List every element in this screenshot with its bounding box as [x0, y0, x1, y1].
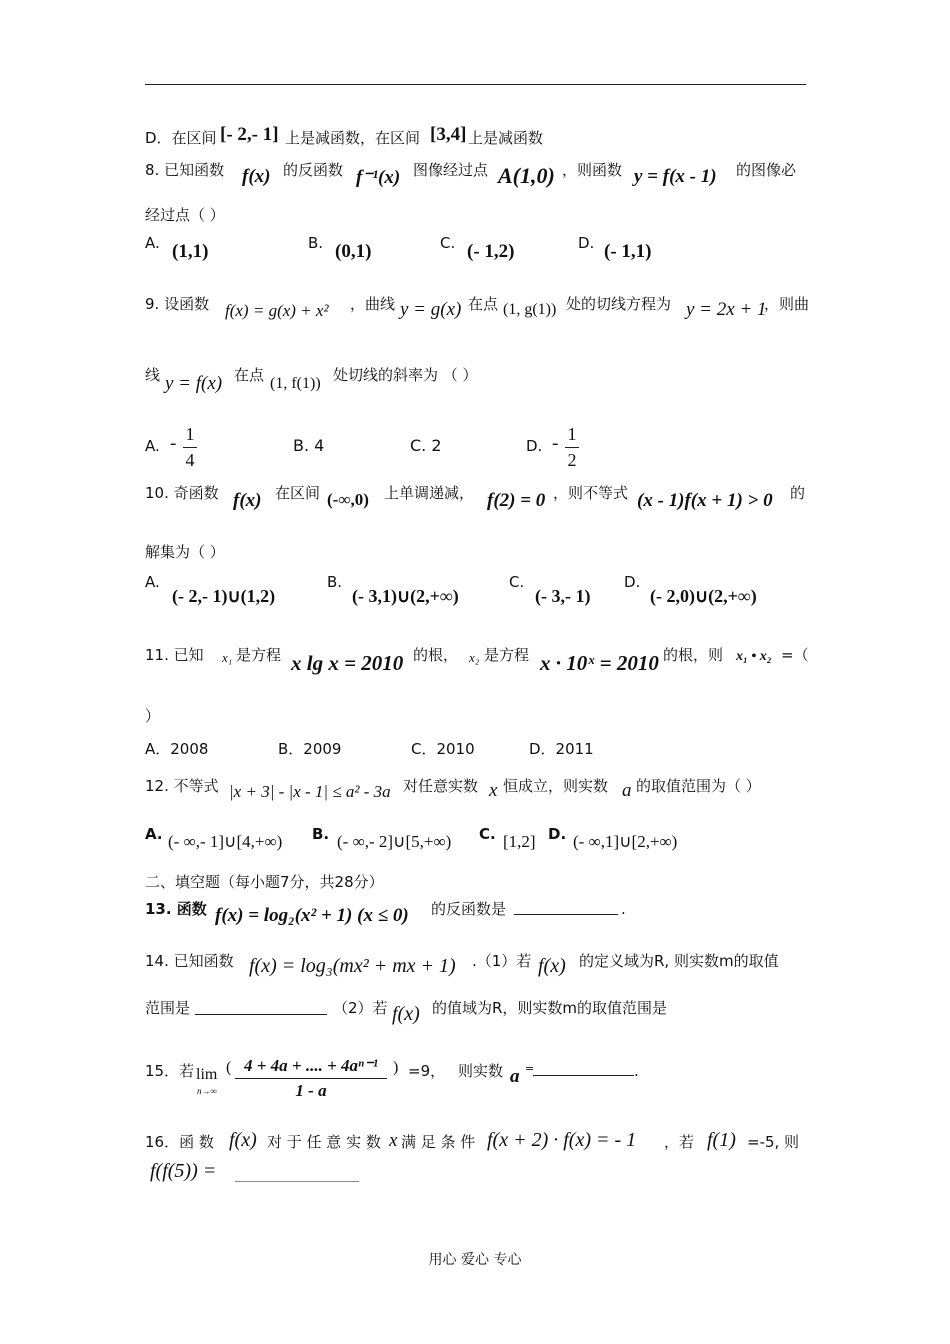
q11-x2: x₂: [469, 650, 480, 665]
q12-opt-a: (- ∞,- 1]∪[4,+∞): [168, 832, 283, 851]
q10-opt-c: (- 3,- 1): [535, 586, 591, 606]
q14-function: f(x) = log₃(mx² + mx + 1): [249, 955, 456, 977]
q11-text4: 是方程: [484, 646, 530, 664]
q9-text3: 在点: [468, 295, 499, 313]
q14-fx2: f(x): [392, 1003, 420, 1025]
q11-x1: x₁: [222, 650, 233, 665]
q12-text4: 的取值范围为（ ）: [636, 777, 761, 795]
q9-line2: 线: [145, 366, 161, 384]
q8-text: 8. 已知函数: [145, 161, 225, 179]
q7-d-text: 上是减函数，在区间: [285, 129, 421, 147]
q10-text2: 在区间: [275, 484, 321, 502]
q15-lim: lim: [196, 1066, 218, 1083]
q10-opt-d-key: D.: [624, 573, 641, 591]
q15-open-paren: (: [226, 1059, 232, 1076]
q9-curve2: y = f(x): [165, 373, 223, 394]
q14-text2: .（1）若: [472, 952, 532, 970]
q16-condition: f(x + 2) · f(x) = - 1: [487, 1129, 637, 1151]
q15-text2: 则实数: [458, 1062, 504, 1080]
q11-opt-d: D．2011: [529, 740, 594, 758]
q11-equation1: x lg x = 2010: [291, 651, 404, 675]
q10-opt-d: (- 2,0)∪(2,+∞): [650, 586, 757, 606]
q11-line2: ）: [145, 707, 161, 725]
q9-opt-a-den: 4: [185, 450, 195, 470]
q9-opt-b: B. 4: [293, 436, 325, 455]
q11-opt-a: A．2008: [145, 740, 209, 758]
q15-fraction: [235, 1056, 387, 1101]
q16-text3: 满 足 条 件: [401, 1133, 476, 1151]
q14-answer-blank-1[interactable]: [195, 1014, 327, 1015]
q7-d-interval2: [3,4]: [430, 124, 467, 145]
q11-text3: 的根，: [413, 646, 459, 664]
q9-opt-c: C. 2: [410, 436, 442, 455]
q9-text: 9. 设函数: [145, 295, 210, 313]
q13-text: 13. 函数: [145, 900, 207, 918]
q8-line2: 经过点（ ）: [145, 206, 225, 224]
q14-fx1: f(x): [538, 955, 566, 977]
q14-text3: 的定义域为R, 则实数m的取值: [579, 952, 779, 970]
q12-text3: 恒成立，则实数: [503, 777, 609, 795]
q13-end: .: [621, 900, 626, 918]
q10-opt-a: (- 2,- 1)∪(1,2): [172, 586, 276, 606]
q8-text2: 的反函数: [283, 161, 344, 179]
q12-opt-c-key: C.: [479, 825, 496, 843]
q11-opt-c: C．2010: [411, 740, 475, 758]
q8-opt-a: (1,1): [172, 241, 209, 262]
q8-point: A(1,0): [498, 163, 555, 188]
q15-denominator: 1 - a: [295, 1081, 327, 1100]
q11-text6: =（: [781, 646, 809, 664]
q7-d-text2: 上是减函数: [468, 129, 544, 147]
q9-opt-d-num: 1: [567, 424, 577, 444]
q11-text5: 的根，则: [663, 646, 724, 664]
q9-opt-d-key: D.: [526, 437, 543, 455]
q9-line2b: 在点: [234, 366, 265, 384]
q8-opt-c: (- 1,2): [467, 241, 515, 262]
q8-opt-d: (- 1,1): [604, 241, 652, 262]
q14-text: 14. 已知函数: [145, 952, 234, 970]
q16-fx: f(x): [229, 1129, 257, 1151]
q15-text: 15．若: [145, 1062, 195, 1080]
q14-line2: 范围是: [145, 999, 191, 1017]
header-rule: [145, 84, 806, 85]
q16-line2: f(f(5)) =: [150, 1160, 217, 1182]
q7-d-interval1: [- 2,- 1]: [220, 124, 279, 145]
q14-line2c: 的值域为R，则实数m的取值范围是: [432, 999, 668, 1017]
q16-f1: f(1): [707, 1129, 736, 1151]
q10-text4: ，则不等式: [553, 484, 629, 502]
q9-point: (1, g(1)): [503, 301, 557, 318]
q8-text3: 图像经过点: [413, 161, 489, 179]
q8-text4: ，则函数: [562, 161, 623, 179]
q9-text5: ，则曲: [764, 295, 810, 313]
q8-finv: f⁻¹(x): [356, 167, 401, 188]
q9-opt-a-sign: -: [170, 433, 177, 454]
q8-opt-b-key: B.: [308, 234, 324, 252]
q16-text: 16．函 数: [145, 1133, 214, 1151]
q12-opt-b: (- ∞,- 2]∪[5,+∞): [337, 832, 452, 851]
q15-end: .: [634, 1062, 639, 1080]
q12-opt-b-key: B.: [312, 825, 330, 843]
q16-x: x: [389, 1130, 398, 1151]
q12-opt-c: [1,2]: [503, 832, 536, 851]
q12-x: x: [489, 780, 498, 801]
q15-close-paren: ): [393, 1059, 399, 1076]
q10-text3: 上单调递减，: [384, 484, 475, 502]
q11-opt-b: B．2009: [278, 740, 342, 758]
q10-opt-b-key: B.: [327, 573, 343, 591]
q15-eq: =9，: [408, 1062, 446, 1080]
q8-fx: f(x): [242, 166, 271, 187]
q9-line2c: 处切线的斜率为 （ ）: [333, 366, 478, 384]
q10-text5: 的: [790, 484, 806, 502]
q9-text2: ，曲线: [350, 295, 396, 313]
q10-fx: f(x): [233, 490, 262, 511]
q15-lim-sub: n→∞: [197, 1086, 217, 1096]
q9-opt-a-num: 1: [185, 424, 195, 444]
q12-a: a: [622, 780, 632, 801]
q7-d-label: D．在区间: [145, 129, 217, 147]
q9-opt-d-den: 2: [567, 450, 577, 470]
q12-text: 12. 不等式: [145, 777, 219, 795]
fraction-bar: [235, 1078, 387, 1079]
q9-point2: (1, f(1)): [270, 375, 321, 392]
q12-opt-d-key: D.: [548, 825, 567, 843]
q16-text2: 对 于 任 意 实 数: [267, 1133, 381, 1151]
section-heading: 二、填空题（每小题7分，共28分）: [145, 873, 384, 891]
q13-text2: 的反函数是: [431, 900, 507, 918]
q15-answer-blank[interactable]: [533, 1075, 634, 1076]
q11-product: x₁ • x₂: [736, 649, 772, 664]
q10-value: f(2) = 0: [487, 490, 546, 511]
q10-line2: 解集为（ ）: [145, 543, 225, 561]
fraction-bar: [183, 447, 197, 448]
q11-text: 11. 已知: [145, 646, 204, 664]
q15-numerator: 4 + 4a + .... + 4aⁿ⁻¹: [243, 1056, 379, 1075]
q11-text2: 是方程: [236, 646, 282, 664]
q8-opt-d-key: D.: [578, 234, 595, 252]
q8-function: y = f(x - 1): [634, 166, 717, 187]
q11-equation2: x · 10ˣ = 2010: [540, 651, 659, 675]
q12-inequality: |x + 3| - |x - 1| ≤ a² - 3a: [229, 782, 391, 801]
q16-text4: ，若: [664, 1133, 695, 1151]
q9-opt-a-fraction: [183, 424, 197, 471]
q9-curve: y = g(x): [400, 299, 462, 320]
q10-inequality: (x - 1)f(x + 1) > 0: [637, 490, 773, 511]
q8-opt-c-key: C.: [440, 234, 456, 252]
q12-opt-d: (- ∞,1]∪[2,+∞): [573, 832, 678, 851]
q15-equals: =: [525, 1062, 535, 1075]
q12-text2: 对任意实数: [403, 777, 479, 795]
page-footer: 用心 爱心 专心: [428, 1252, 522, 1268]
q8-opt-b: (0,1): [335, 241, 372, 262]
q12-opt-a-key: A.: [145, 825, 163, 843]
q8-opt-a-key: A.: [145, 234, 160, 252]
q16-answer-blank[interactable]: [235, 1181, 359, 1182]
q16-text5: =-5, 则: [747, 1133, 800, 1151]
q15-a: a: [510, 1066, 520, 1087]
q10-interval: (-∞,0): [327, 490, 369, 509]
q14-line2b: （2）若: [333, 999, 388, 1017]
fraction-bar: [565, 447, 579, 448]
q9-fx-def: f(x) = g(x) + x²: [225, 301, 329, 320]
q13-answer-blank[interactable]: [514, 914, 618, 915]
q8-text5: 的图像必: [736, 161, 797, 179]
q13-function: f(x) = log₂(x² + 1) (x ≤ 0): [215, 905, 409, 926]
q9-tangent: y = 2x + 1: [686, 299, 767, 320]
q10-opt-b: (- 3,1)∪(2,+∞): [352, 586, 459, 606]
q10-text: 10. 奇函数: [145, 484, 219, 502]
q9-opt-d-sign: -: [552, 433, 559, 454]
q10-opt-a-key: A.: [145, 573, 160, 591]
q9-text4: 处的切线方程为: [566, 295, 672, 313]
q9-opt-d-fraction: [565, 424, 579, 471]
q9-opt-a-key: A.: [145, 437, 160, 455]
q10-opt-c-key: C.: [509, 573, 525, 591]
